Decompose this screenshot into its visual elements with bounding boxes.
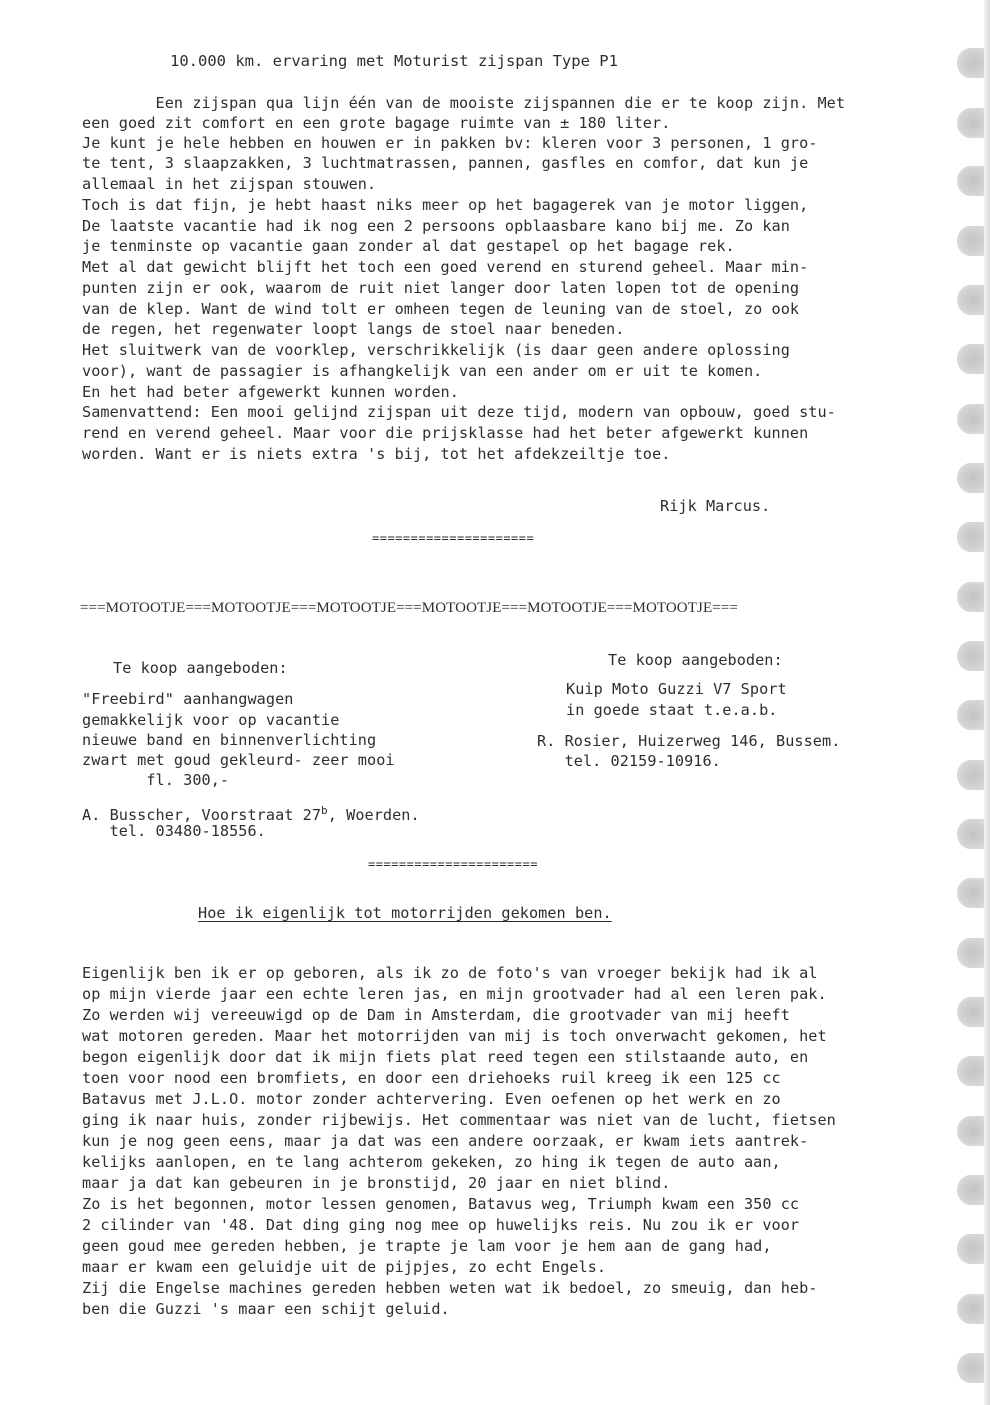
article1-line: Samenvattend: Een mooi gelijnd zijspan uit deze tijd, modern van opbouw, goed stu- bbox=[82, 403, 836, 421]
article2-line: kun je nog geen eens, maar ja dat was een andere oorzaak, er kwam iets aantrek- bbox=[82, 1132, 809, 1150]
ad-heading: Te koop aangeboden: bbox=[113, 659, 288, 677]
divider: ===================== bbox=[372, 531, 535, 545]
article1-line: Met al dat gewicht blijft het toch een goed verend en sturend geheel. Maar min- bbox=[82, 258, 809, 276]
article2-line: Zo werden wij vereeuwigd op de Dam in Amsterdam, die grootvader van mij heeft bbox=[82, 1006, 790, 1024]
article1-line: En het had beter afgewerkt kunnen worden. bbox=[82, 383, 459, 401]
ad-address: R. Rosier, Huizerweg 146, Bussem. bbox=[537, 732, 841, 750]
ad-line: gemakkelijk voor op vacantie bbox=[82, 711, 340, 729]
article1-line: punten zijn er ook, waarom de ruit niet langer door laten lopen tot de opening bbox=[82, 279, 800, 297]
punch-hole bbox=[957, 1353, 984, 1383]
punch-holes bbox=[954, 38, 984, 1398]
ad-phone: tel. 03480-18556. bbox=[82, 822, 266, 840]
ad-heading: Te koop aangeboden: bbox=[608, 651, 783, 669]
article2-line: begon eigenlijk door dat ik mijn fiets plat reed tegen een stilstaande auto, en bbox=[82, 1048, 809, 1066]
article1-line: de regen, het regenwater loopt langs de stoel naar beneden. bbox=[82, 320, 625, 338]
ad-address-text: A. Busscher, Voorstraat 27 bbox=[82, 806, 322, 825]
punch-hole bbox=[957, 1294, 984, 1324]
article1-line: Een zijspan qua lijn één van de mooiste zijspannen die er te koop zijn. Met bbox=[82, 94, 846, 112]
punch-hole bbox=[957, 1056, 984, 1086]
article1-line: allemaal in het zijspan stouwen. bbox=[82, 175, 377, 193]
page-edge bbox=[984, 0, 990, 1405]
punch-hole bbox=[957, 997, 984, 1027]
article1-line: te tent, 3 slaapzakken, 3 luchtmatrassen, pannen, gasfles en comfor, dat kun je bbox=[82, 154, 809, 172]
article2-line: geen goud mee gereden hebben, je trapte je lam voor je hem aan de gang had, bbox=[82, 1237, 772, 1255]
punch-hole bbox=[957, 819, 984, 849]
article1-line: je tenminste op vacantie gaan zonder al dat gestapel op het bagage rek. bbox=[82, 237, 735, 255]
article2-title: Hoe ik eigenlijk tot motorrijden gekomen ben. bbox=[198, 904, 612, 922]
punch-hole bbox=[957, 760, 984, 790]
article1-author: Rijk Marcus. bbox=[660, 497, 771, 515]
article2-line: 2 cilinder van '48. Dat ding ging nog mee op huwelijks reis. Nu zou ik er voor bbox=[82, 1216, 800, 1234]
ad-line: zwart met goud gekleurd- zeer mooi bbox=[82, 751, 395, 769]
punch-hole bbox=[957, 700, 984, 730]
article2-line: toen voor nood een bromfiets, en door een driehoeks ruil kreeg ik een 125 cc bbox=[82, 1069, 781, 1087]
ad-line: in goede staat t.e.a.b. bbox=[566, 701, 778, 719]
article2-line: Zij die Engelse machines gereden hebben weten wat ik bedoel, zo smeuig, dan heb- bbox=[82, 1279, 818, 1297]
article2-line: maar ja dat kan gebeuren in je bronstijd, 20 jaar en niet blind. bbox=[82, 1174, 671, 1192]
article2-line: Zo is het begonnen, motor lessen genomen, Batavus weg, Triumph kwam een 350 cc bbox=[82, 1195, 800, 1213]
punch-hole bbox=[957, 166, 984, 196]
article1-line: van de klep. Want de wind tolt er omheen tegen de leuning van de stoel, zo ook bbox=[82, 300, 800, 318]
punch-hole bbox=[957, 226, 984, 256]
punch-hole bbox=[957, 878, 984, 908]
punch-hole bbox=[957, 1116, 984, 1146]
punch-hole bbox=[957, 1234, 984, 1264]
article2-line: Eigenlijk ben ik er op geboren, als ik zo de foto's van vroeger bekijk had ik al bbox=[82, 964, 818, 982]
article2-line: wat motoren gereden. Maar het motorrijden van mij is toch onverwacht gekomen, het bbox=[82, 1027, 827, 1045]
article1-line: Het sluitwerk van de voorklep, verschrikkelijk (is daar geen andere oplossing bbox=[82, 341, 790, 359]
punch-hole bbox=[957, 108, 984, 138]
ad-line: "Freebird" aanhangwagen bbox=[82, 690, 294, 708]
article1-title: 10.000 km. ervaring met Moturist zijspan Type P1 bbox=[170, 52, 618, 70]
punch-hole bbox=[957, 1175, 984, 1205]
ad-line: nieuwe band en binnenverlichting bbox=[82, 731, 377, 749]
punch-hole bbox=[957, 285, 984, 315]
article1-line: rend en verend geheel. Maar voor die prijsklasse had het beter afgewerkt kunnen bbox=[82, 424, 809, 442]
motootje-banner: ===MOTOOTJE===MOTOOTJE===MOTOOTJE===MOTOOTJE===MOTOOTJE===MOTOOTJE=== bbox=[80, 600, 738, 616]
article2-line: kelijks aanlopen, en te lang achterom gekeken, zo hing ik tegen de auto aan, bbox=[82, 1153, 781, 1171]
ad-address-sup: b bbox=[321, 804, 328, 817]
ad-line: Kuip Moto Guzzi V7 Sport bbox=[566, 680, 787, 698]
article1-line: De laatste vacantie had ik nog een 2 persoons opblaasbare kano bij me. Zo kan bbox=[82, 217, 790, 235]
ad-phone: tel. 02159-10916. bbox=[537, 752, 721, 770]
ad-address-end: , Woerden. bbox=[327, 806, 420, 825]
article1-line: worden. Want er is niets extra 's bij, tot het afdekzeiltje toe. bbox=[82, 445, 671, 463]
punch-hole bbox=[957, 404, 984, 434]
article2-line: Batavus met J.L.O. motor zonder achtervering. Even oefenen op het werk en zo bbox=[82, 1090, 781, 1108]
punch-hole bbox=[957, 641, 984, 671]
punch-hole bbox=[957, 938, 984, 968]
ad-price: fl. 300,- bbox=[82, 771, 230, 789]
article1-line: Toch is dat fijn, je hebt haast niks meer op het bagagerek van je motor liggen, bbox=[82, 196, 809, 214]
punch-hole bbox=[957, 582, 984, 612]
punch-hole bbox=[957, 463, 984, 493]
article2-line: op mijn vierde jaar een echte leren jas, en mijn grootvader had al een leren pak. bbox=[82, 985, 827, 1003]
article2-line: maar er kwam een geluidje uit de pijpjes, zo echt Engels. bbox=[82, 1258, 607, 1276]
article1-line: voor), want de passagier is afhangkelijk van een ander om er uit te komen. bbox=[82, 362, 763, 380]
punch-hole bbox=[957, 344, 984, 374]
punch-hole bbox=[957, 48, 984, 78]
divider: ====================== bbox=[368, 857, 538, 871]
article2-line: ging ik naar huis, zonder rijbewijs. Het commentaar was niet van de lucht, fietsen bbox=[82, 1111, 836, 1129]
article1-line: Je kunt je hele hebben en houwen er in pakken bv: kleren voor 3 personen, 1 gro- bbox=[82, 134, 818, 152]
article2-line: ben die Guzzi 's maar een schijt geluid. bbox=[82, 1300, 450, 1318]
punch-hole bbox=[957, 522, 984, 552]
article1-line: een goed zit comfort en een grote bagage ruimte van ± 180 liter. bbox=[82, 114, 671, 132]
